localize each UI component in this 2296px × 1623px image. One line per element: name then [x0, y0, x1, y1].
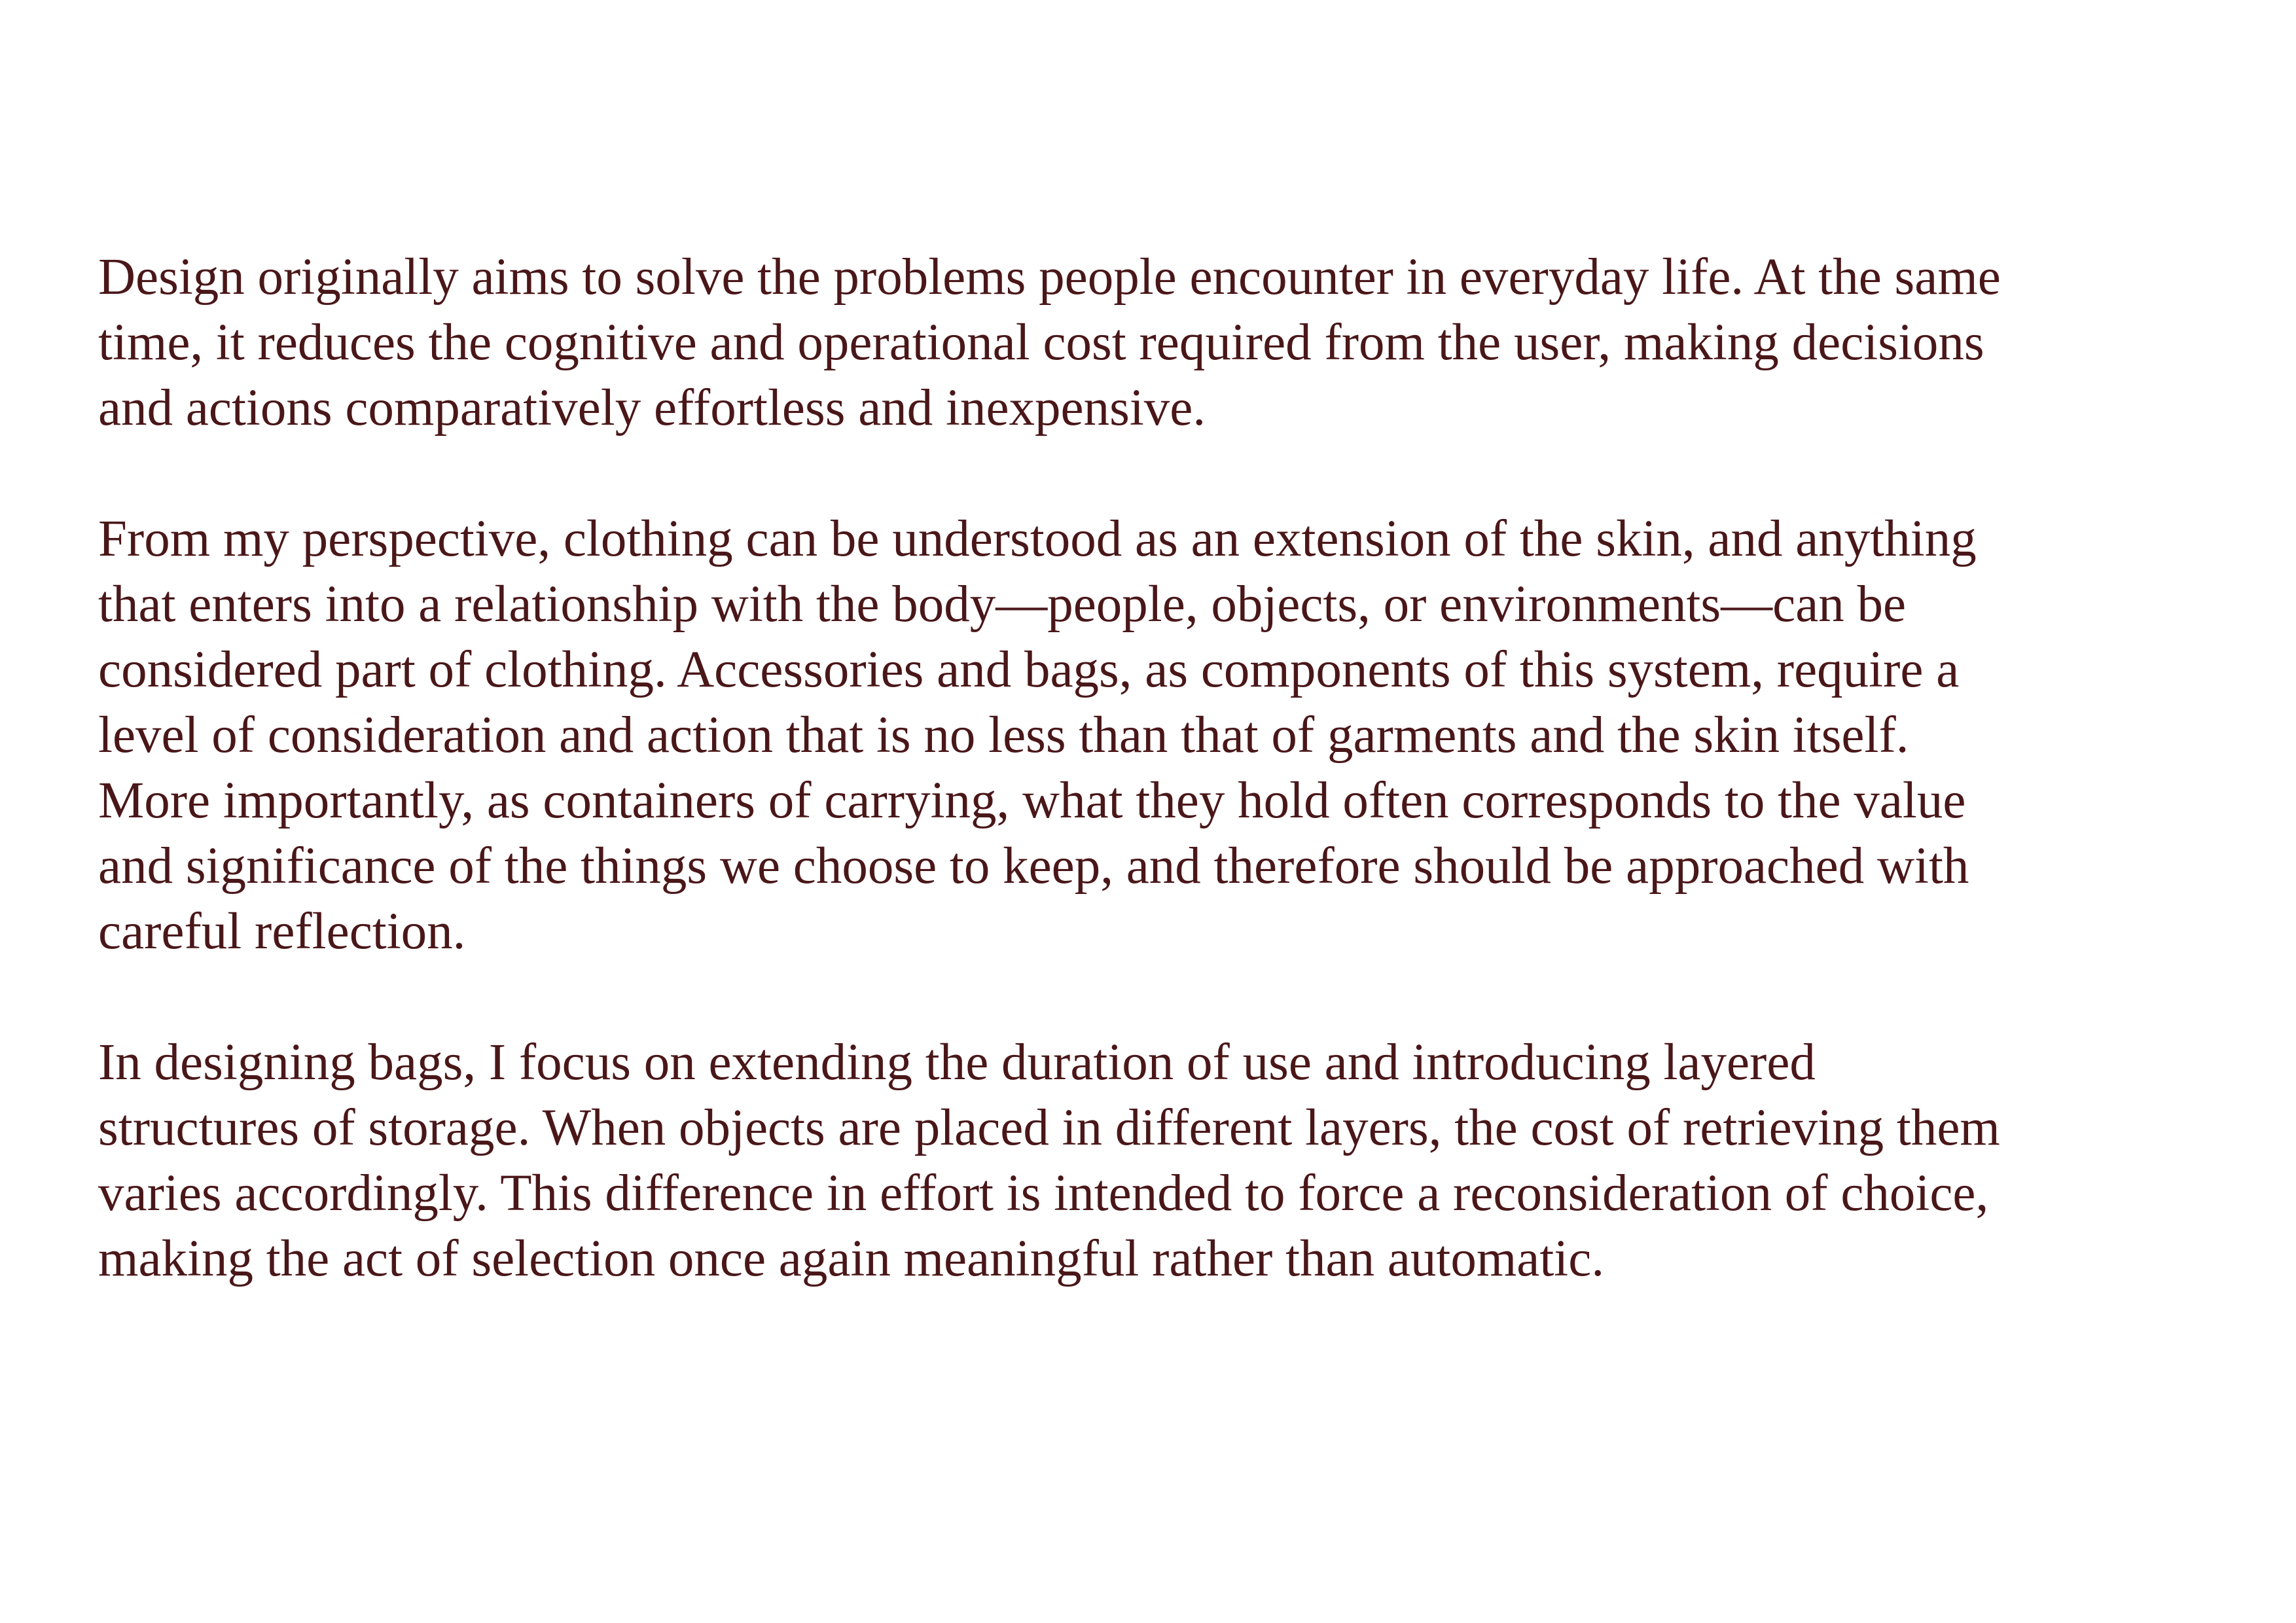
text-line: considered part of clothing. Accessories and bags, as components of this system, require a [98, 641, 1960, 698]
text-line: level of consideration and action that is no less than that of garments and the skin itself. [98, 707, 1909, 764]
statement-text [98, 245, 2232, 1292]
text-line: structures of storage. When objects are placed in different layers, the cost of retrieving them [98, 1099, 2000, 1156]
paragraph-spacer [98, 441, 2232, 507]
text-line: careful reflection. [98, 903, 466, 960]
paragraph-spacer [98, 965, 2232, 1030]
text-line: More importantly, as containers of carrying, what they hold often corresponds to the value [98, 772, 1966, 829]
text-line: In designing bags, I focus on extending the duration of use and introducing layered [98, 1034, 1816, 1091]
paragraph-1 [98, 245, 2232, 441]
text-line: that enters into a relationship with the body—people, objects, or environments—can be [98, 576, 1907, 633]
text-line: and significance of the things we choose to keep, and therefore should be approached with [98, 838, 1969, 895]
text-line: and actions comparatively effortless and inexpensive. [98, 380, 1206, 437]
paragraph-2 [98, 507, 2232, 965]
text-line: making the act of selection once again meaningful rather than automatic. [98, 1230, 1605, 1287]
text-line: Design originally aims to solve the problems people encounter in everyday life. At the same [98, 249, 2001, 306]
text-line: From my perspective, clothing can be understood as an extension of the skin, and anything [98, 510, 1977, 567]
text-line: varies accordingly. This difference in effort is intended to force a reconsideration of choice, [98, 1165, 1989, 1222]
text-line: time, it reduces the cognitive and operational cost required from the user, making decisions [98, 314, 1984, 371]
paragraph-3 [98, 1030, 2232, 1292]
